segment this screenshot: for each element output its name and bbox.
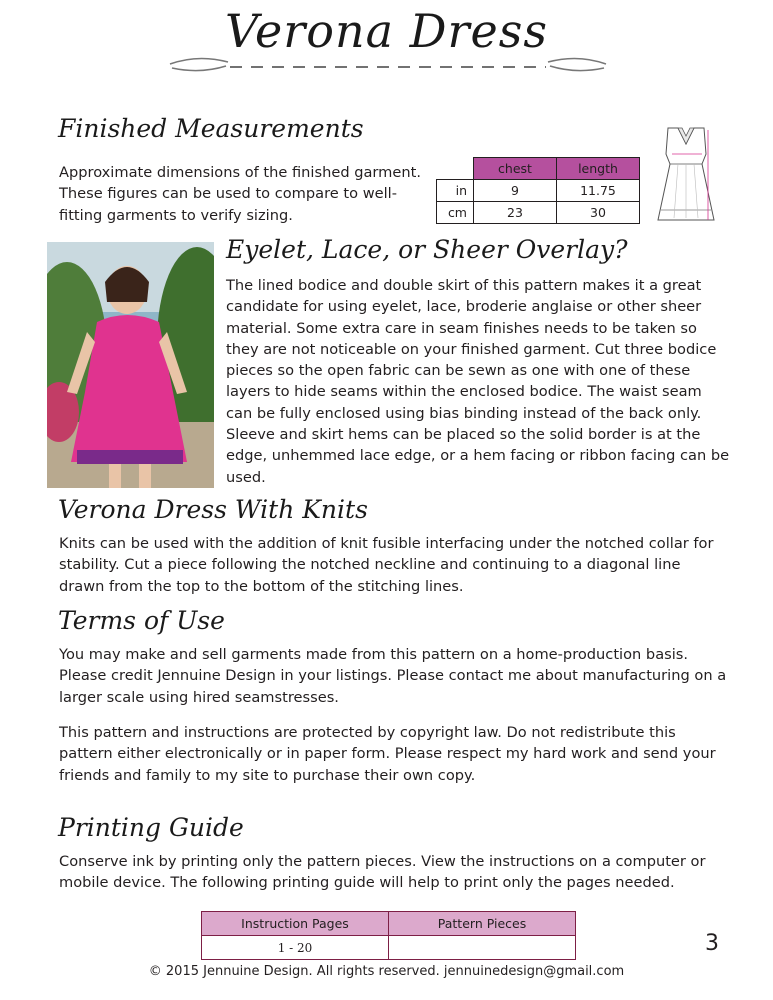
cell-chest: 23: [474, 202, 557, 224]
cell-length: 11.75: [557, 180, 640, 202]
overlay-text: The lined bodice and double skirt of this pattern makes it a great candidate for using eyelet, lace, broderie anglaise or other sheer material. Some extra care in seam finishes needs to be taken so they are not noticeable on your finished garment. Cut three bodice pieces so the open fabric can be sewn as one with one of these layers to hide seams within the enclosed bodice. The waist seam can be fully enclosed using bias binding instead of the back only. Sleeve and skirt hems can be placed so the solid border is at the edge, unhemmed lace edge, or a hem facing or ribbon facing can be used.: [226, 277, 730, 486]
cell-length: 30: [557, 202, 640, 224]
measurements-heading: Finished Measurements: [58, 114, 364, 143]
overlay-heading: Eyelet, Lace, or Sheer Overlay?: [226, 235, 628, 264]
knits-text: Knits can be used with the addition of knit fusible interfacing under the notched collar for stability. Cut a piece following the notched neckline and continuing to a diagonal line drawn from the top to the bottom of the stitching lines.: [59, 535, 714, 595]
col-header-pattern-pieces: Pattern Pieces: [389, 912, 576, 936]
girl-in-pink-dress-photo: [47, 242, 214, 488]
col-header-instruction-pages: Instruction Pages: [202, 912, 389, 936]
page-number: 3: [705, 931, 719, 956]
table-row: [437, 202, 640, 224]
terms-text-1: You may make and sell garments made from this pattern on a home-production basis. Please credit Jennuine Design in your listings. Please contact me about manufacturing on a larger scale using hired seamstresses.: [59, 646, 727, 706]
cell-chest: 9: [474, 180, 557, 202]
footer-copyright: © 2015 Jennuine Design. All rights reserved. jennuinedesign@gmail.com: [148, 964, 625, 979]
cell-instruction-pages: 1 - 20: [202, 936, 389, 960]
col-header-length: length: [557, 158, 640, 180]
row-unit: cm: [437, 202, 474, 224]
terms-heading: Terms of Use: [58, 606, 225, 635]
terms-text-2: This pattern and instructions are protected by copyright law. Do not redistribute this pattern either electronically or in paper form. Please respect my hard work and send your friends and family to my site to purchase their own copy.: [59, 724, 716, 784]
col-header-chest: chest: [474, 158, 557, 180]
page-title: Verona Dress: [225, 4, 548, 58]
printing-guide-table: [201, 911, 576, 960]
table-row: [202, 936, 576, 960]
measurements-text: Approximate dimensions of the finished garment. These figures can be used to compare to well-fitting garments to verify sizing.: [59, 164, 421, 224]
table-row: [437, 180, 640, 202]
cell-pattern-pieces: [389, 936, 576, 960]
dress-sketch-image: [648, 124, 724, 228]
printing-heading: Printing Guide: [58, 813, 244, 842]
measurements-table: [436, 157, 640, 224]
row-unit: in: [437, 180, 474, 202]
printing-text: Conserve ink by printing only the pattern pieces. View the instructions on a computer or mobile device. The following printing guide will help to print only the pages needed.: [59, 853, 706, 892]
title-divider: [168, 54, 608, 78]
knits-heading: Verona Dress With Knits: [58, 495, 368, 524]
